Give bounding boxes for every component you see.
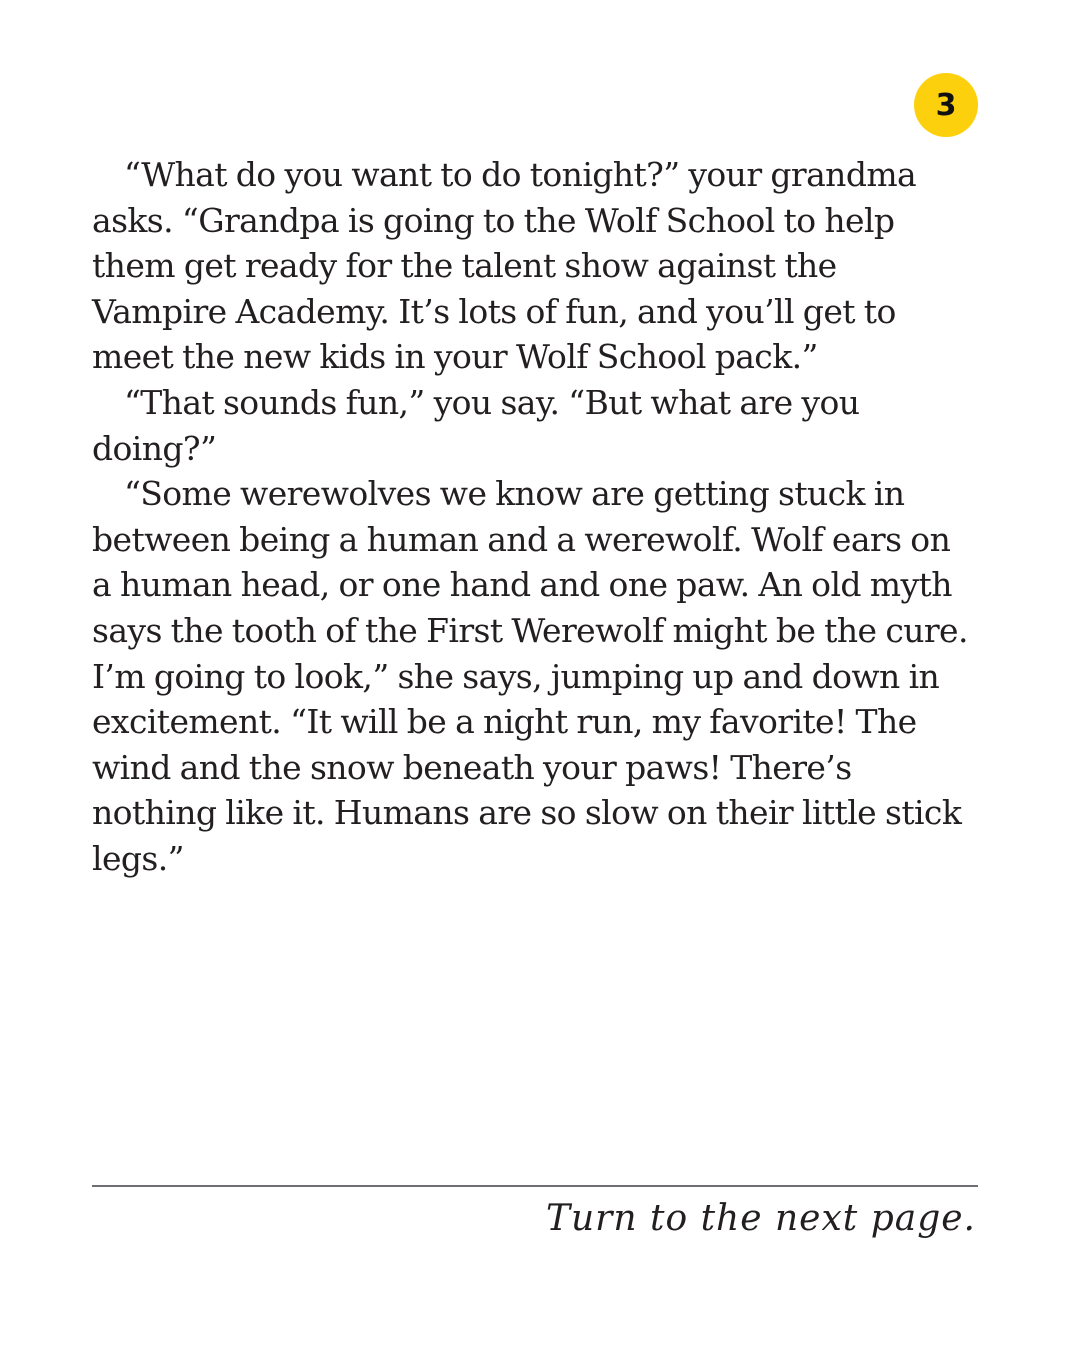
page-number: 3	[935, 87, 957, 123]
story-paragraph: “Some werewolves we know are getting stuck in between being a human and a werewolf. Wolf ears on a human head, or one hand and one paw. An old myth says the tooth of the First Werewolf might be the cure. I’m going to look,” she says, jumping up and down in excitement. “It will be a night run, my favorite! The wind and the snow beneath your paws! There’s nothing like it. Humans are so slow on their little stick legs.”	[92, 474, 968, 878]
story-paragraph: “That sounds fun,” you say. “But what are you doing?”	[92, 382, 860, 468]
footer-divider	[92, 1185, 978, 1187]
page-number-badge	[914, 73, 978, 137]
turn-page-instruction: Turn to the next page.	[545, 1198, 976, 1239]
story-paragraph: “What do you want to do tonight?” your grandma asks. “Grandpa is going to the Wolf School to help them get ready for the talent show against the Vampire Academy. It’s lots of fun, and you’ll get to meet the new kids in your Wolf School pack.”	[92, 155, 917, 377]
story-text	[92, 152, 972, 882]
